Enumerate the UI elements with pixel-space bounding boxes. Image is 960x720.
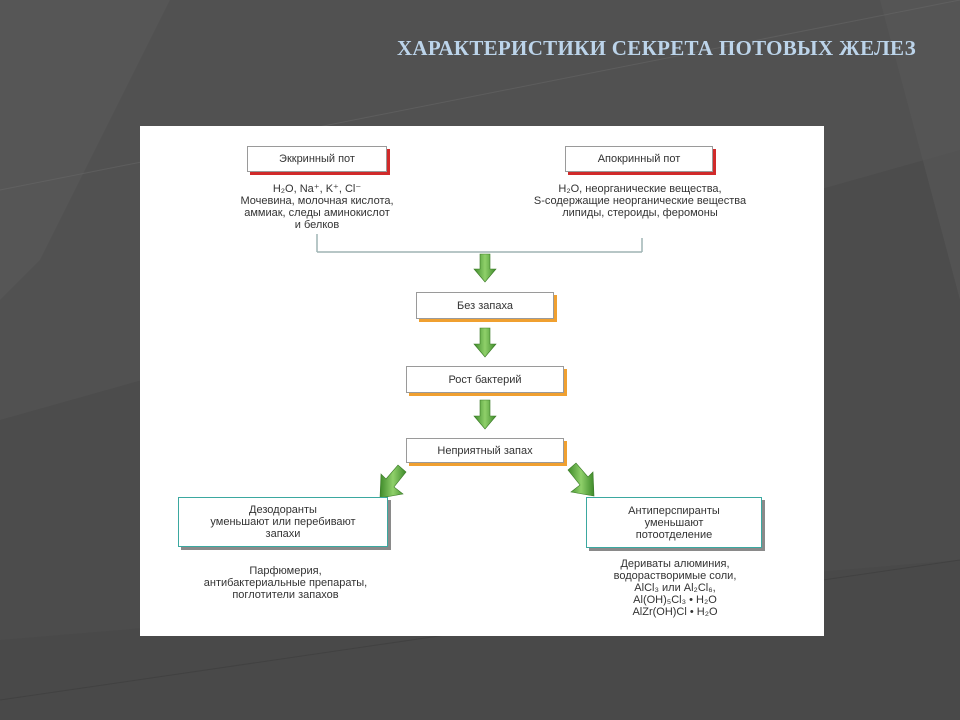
no-odor-label: Без запаха [457, 299, 513, 312]
arrow-down-icon [474, 328, 496, 357]
slide-title: ХАРАКТЕРИСТИКИ СЕКРЕТА ПОТОВЫХ ЖЕЛЕЗ [396, 36, 916, 60]
eccrine-sweat-box [247, 146, 387, 172]
apocrine-composition: H₂O, неорганические вещества, S-содержащие неорганические вещества липиды, стероиды, феромоны [533, 183, 747, 219]
eccrine-composition: H₂O, Na⁺, K⁺, Cl⁻ Мочевина, молочная кислота, аммиак, следы аминокислот и белков [240, 183, 394, 231]
deodorants-label-line3: запахи [265, 528, 301, 540]
deodorants-box [178, 497, 388, 547]
merge-bracket [317, 234, 642, 252]
arrow-down-left-icon-2 [380, 465, 406, 498]
antiperspirants-examples: Дериваты алюминия, водорастворимые соли, AlCl₃ или Al₂Cl₆, Al(OH)₅Cl₃ • H₂O AlZr(OH)Cl • H₂O [613, 558, 737, 618]
arrow-down-right-icon [568, 463, 594, 496]
eccrine-sweat-label: Эккринный пот [279, 153, 355, 165]
deodorants-label-line2: уменьшают или перебивают [210, 516, 356, 528]
apocrine-sweat-box [565, 146, 713, 172]
antiperspirants-label-line3: потоотделение [635, 528, 713, 541]
antiperspirants-label-line2: уменьшают [644, 516, 704, 529]
apocrine-sweat-label: Апокринный пот [597, 153, 681, 165]
deodorants-examples: Парфюмерия, антибактериальные препараты, поглотители запахов [203, 565, 368, 601]
antiperspirants-label-line1: Антиперспиранты [628, 504, 720, 517]
arrow-down-icon [474, 254, 496, 282]
diagram-panel [140, 126, 824, 636]
bacteria-growth-box [406, 366, 564, 393]
bad-odor-label: Неприятный запах [437, 444, 533, 457]
bacteria-growth-label: Рост бактерий [448, 373, 522, 386]
arrow-down-icon [474, 400, 496, 429]
no-odor-box [416, 292, 554, 319]
antiperspirants-box [586, 497, 762, 548]
bad-odor-box [406, 438, 564, 463]
deodorants-label-line1: Дезодоранты [249, 504, 317, 516]
